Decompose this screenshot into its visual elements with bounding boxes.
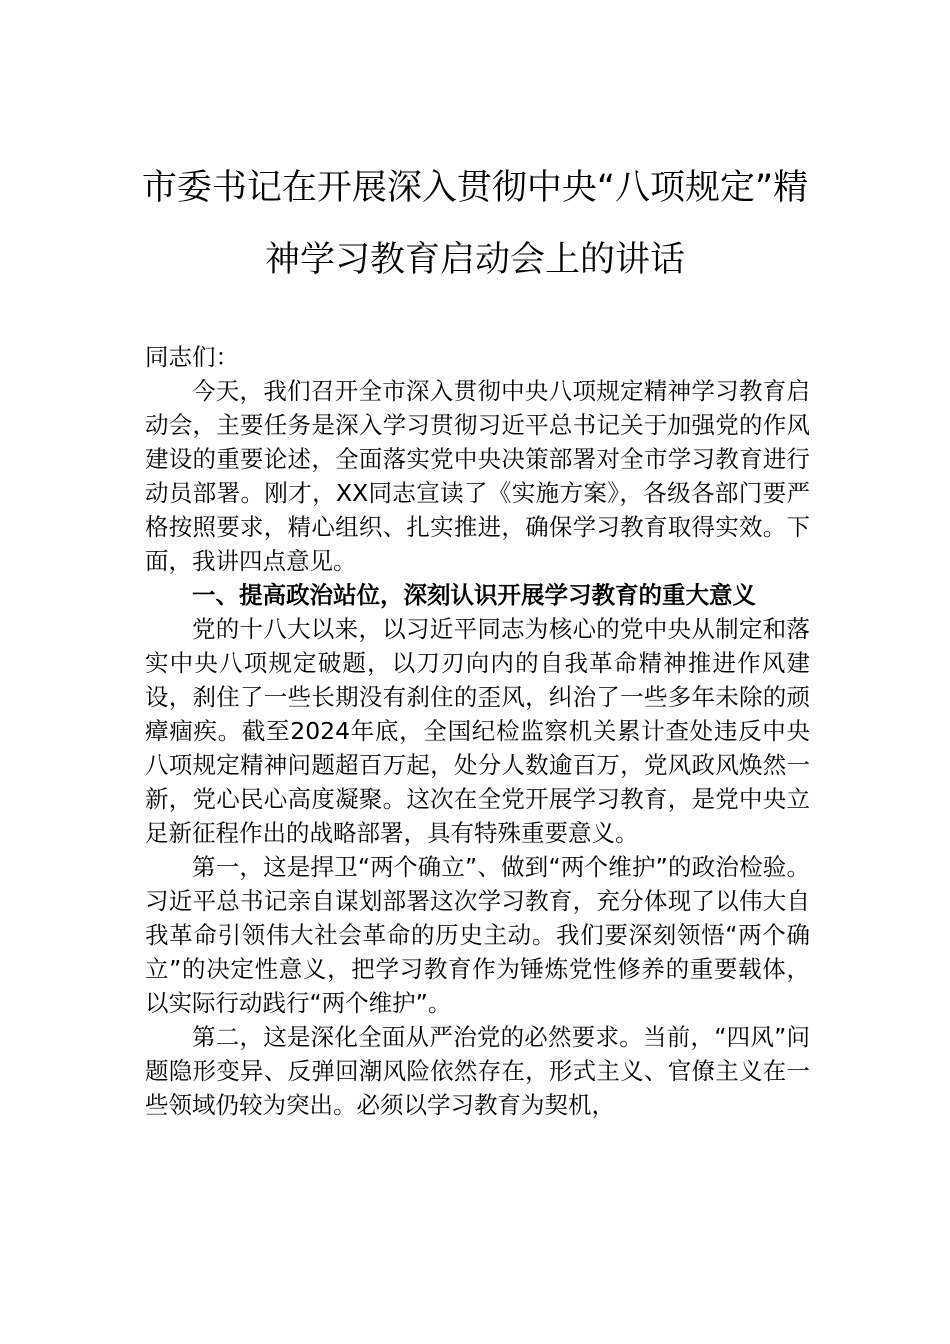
document-title <box>140 152 810 296</box>
title-line-1: 市委书记在开展深入贯彻中央“八项规定”精 <box>141 168 809 208</box>
salutation: 同志们： <box>145 343 239 371</box>
paragraph-intro: 今天，我们召开全市深入贯彻中央八项规定精神学习教育启动会，主要任务是深入学习贯彻习近平总书记关于加强党的作风建设的重要论述，全面落实党中央决策部署对全市学习教育进行动员部署。刚才，XX同志宣读了《实施方案》，各级各部门要严格按照要求，精心组织、扎实推进，确保学习教育取得实效。下面，我讲四点意见。 <box>145 377 810 575</box>
title-line-2: 神学习教育启动会上的讲话 <box>264 240 685 280</box>
paragraph-background: 党的十八大以来，以习近平同志为核心的党中央从制定和落实中央八项规定破题，以刀刃向内的自我革命精神推进作风建设，刹住了一些长期没有刹住的歪风，纠治了一些多年未除的顽瘴痼疾。截至2024年底，全国纪检监察机关累计查处违反中央八项规定精神问题超百万起，处分人数逾百万，党风政风焕然一新，党心民心高度凝聚。这次在全党开展学习教育，是党中央立足新征程作出的战略部署，具有特殊重要意义。 <box>145 615 810 847</box>
document-body <box>145 340 810 1122</box>
section-heading-1: 一、提高政治站位，深刻认识开展学习教育的重大意义 <box>192 581 756 609</box>
paragraph-point-2: 第二，这是深化全面从严治党的必然要求。当前，“四风”问题隐形变异、反弹回潮风险依然存在，形式主义、官僚主义在一些领域仍较为突出。必须以学习教育为契机， <box>145 1023 810 1119</box>
paragraph-point-1: 第一，这是捍卫“两个确立”、做到“两个维护”的政治检验。习近平总书记亲自谋划部署这次学习教育，充分体现了以伟大自我革命引领伟大社会革命的历史主动。我们要深刻领悟“两个确立”的决定性意义，把学习教育作为锤炼党性修养的重要载体，以实际行动践行“两个维护”。 <box>145 853 810 1017</box>
